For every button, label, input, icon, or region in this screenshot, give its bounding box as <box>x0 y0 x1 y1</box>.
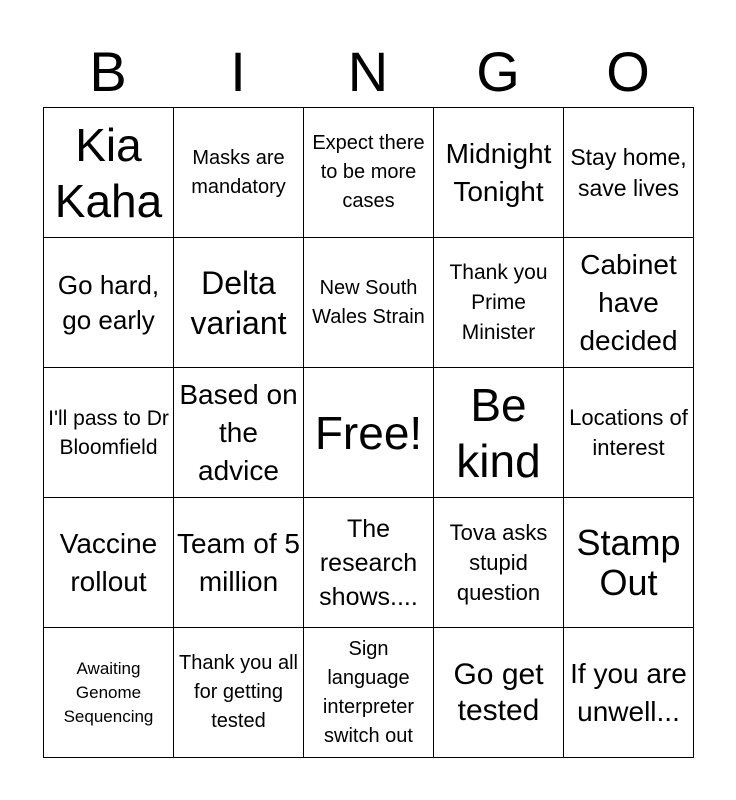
bingo-cell[interactable] <box>304 368 434 498</box>
bingo-cell[interactable] <box>434 238 564 368</box>
cell-text: Kia Kaha <box>54 118 163 227</box>
cell-text: Awaiting Genome Sequencing <box>63 658 154 726</box>
cell-text: Vaccine rollout <box>59 527 158 597</box>
cell-text: Locations of interest <box>569 404 688 460</box>
cell-text: Based on the advice <box>179 378 298 486</box>
cell-text: If you are unwell... <box>570 657 687 727</box>
bingo-board <box>43 107 694 758</box>
cell-text: The research shows.... <box>319 514 418 611</box>
cell-text: New South Wales Strain <box>312 276 425 328</box>
cell-text: Free! <box>314 406 423 459</box>
bingo-cell[interactable] <box>174 108 304 238</box>
cell-text: Sign language interpreter switch out <box>322 637 415 747</box>
cell-text: Tova asks stupid question <box>449 519 548 605</box>
bingo-cell[interactable] <box>174 238 304 368</box>
cell-text: Stay home, save lives <box>570 143 687 201</box>
bingo-cell[interactable] <box>304 238 434 368</box>
bingo-cell[interactable] <box>434 368 564 498</box>
cell-text: Cabinet have decided <box>579 248 678 356</box>
bingo-cell[interactable] <box>564 498 694 628</box>
bingo-cell[interactable] <box>174 368 304 498</box>
cell-text: Delta variant <box>190 264 287 341</box>
bingo-cell[interactable] <box>434 108 564 238</box>
cell-text: Go hard, go early <box>57 269 160 335</box>
header-letter-n: N <box>347 40 389 103</box>
bingo-cell[interactable] <box>304 498 434 628</box>
bingo-cell[interactable] <box>174 628 304 758</box>
cell-text: Go get tested <box>453 657 544 727</box>
bingo-cell[interactable] <box>304 108 434 238</box>
cell-text: Masks are mandatory <box>191 146 286 198</box>
header-letter-b: B <box>89 40 127 103</box>
bingo-cell[interactable] <box>564 628 694 758</box>
cell-text: Stamp Out <box>576 521 681 603</box>
cell-text: Thank you Prime Minister <box>449 260 548 344</box>
header-letter-o: O <box>606 40 650 103</box>
bingo-cell[interactable] <box>564 108 694 238</box>
bingo-cell[interactable] <box>304 628 434 758</box>
bingo-cell[interactable] <box>434 498 564 628</box>
cell-text: Be kind <box>456 378 541 487</box>
bingo-cell[interactable] <box>564 368 694 498</box>
bingo-cell[interactable] <box>174 498 304 628</box>
cell-text: Team of 5 million <box>177 527 300 597</box>
cell-text: Midnight Tonight <box>445 137 552 207</box>
cell-text: Expect there to be more cases <box>312 132 425 212</box>
bingo-cell[interactable] <box>564 238 694 368</box>
cell-text: I'll pass to Dr Bloomfield <box>48 406 169 459</box>
bingo-cell[interactable] <box>44 108 174 238</box>
cell-text: Thank you all for getting tested <box>179 652 298 732</box>
bingo-cell[interactable] <box>44 628 174 758</box>
bingo-cell[interactable] <box>44 238 174 368</box>
bingo-cell[interactable] <box>44 368 174 498</box>
bingo-cell[interactable] <box>434 628 564 758</box>
bingo-header <box>43 42 693 102</box>
header-letter-i: I <box>230 40 246 103</box>
bingo-cell[interactable] <box>44 498 174 628</box>
header-letter-g: G <box>476 40 520 103</box>
